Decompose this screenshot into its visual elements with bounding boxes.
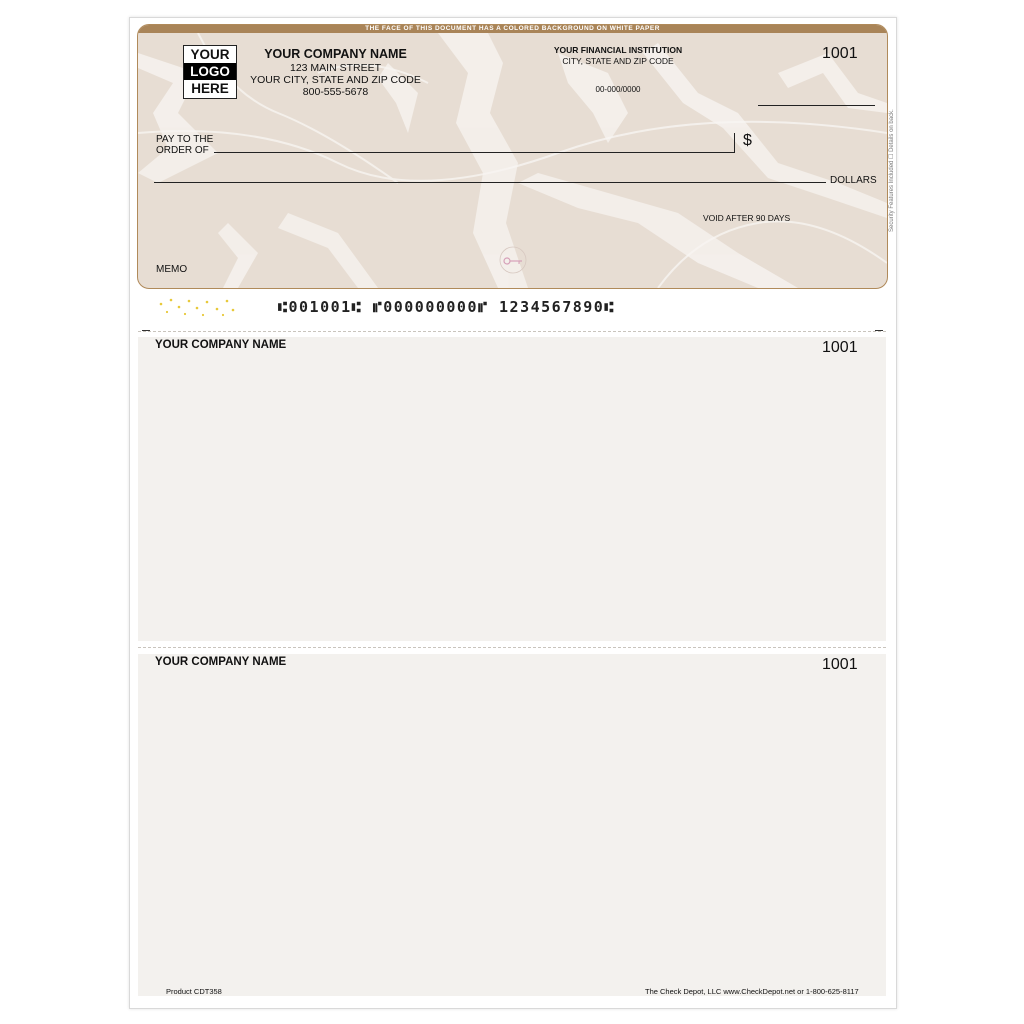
company-logo bbox=[183, 45, 237, 99]
company-street: 123 MAIN STREET bbox=[289, 62, 382, 74]
stub-lower bbox=[138, 654, 886, 996]
check-number: 1001 bbox=[822, 45, 858, 62]
payee-line[interactable] bbox=[214, 152, 734, 153]
amount-words-line[interactable] bbox=[154, 182, 826, 183]
stub-check-number: 1001 bbox=[822, 656, 858, 673]
stub-company-name: YOUR COMPANY NAME bbox=[155, 656, 287, 668]
document-banner: THE FACE OF THIS DOCUMENT HAS A COLORED BACKGROUND ON WHITE PAPER bbox=[138, 25, 887, 33]
void-note: VOID AFTER 90 DAYS bbox=[703, 213, 791, 223]
dollar-sign: $ bbox=[743, 132, 752, 149]
vendor-info: The Check Depot, LLC www.CheckDepot.net or 1-800-625-8117 bbox=[645, 987, 859, 996]
bank-city: CITY, STATE AND ZIP CODE bbox=[562, 56, 674, 66]
perforation bbox=[138, 331, 886, 332]
company-phone: 800-555-5678 bbox=[302, 86, 369, 98]
security-lock-icon bbox=[494, 245, 532, 275]
product-code: Product CDT358 bbox=[166, 987, 222, 996]
pay-to-label: PAY TO THE bbox=[156, 134, 214, 145]
company-name: YOUR COMPANY NAME bbox=[264, 47, 407, 61]
company-city: YOUR CITY, STATE AND ZIP CODE bbox=[250, 74, 421, 86]
routing-fraction: 00-000/0000 bbox=[595, 85, 641, 94]
hologram-stars bbox=[157, 296, 237, 318]
stub-upper bbox=[138, 337, 886, 641]
micr-line: ⑆001001⑆ ⑈000000000⑈ 1234567890⑆ bbox=[278, 298, 615, 316]
stub-check-number: 1001 bbox=[822, 339, 858, 356]
date-line[interactable] bbox=[758, 105, 875, 106]
bank-name: YOUR FINANCIAL INSTITUTION bbox=[553, 45, 683, 55]
memo-label: MEMO bbox=[156, 264, 188, 275]
perforation bbox=[138, 647, 886, 648]
logo-line: YOUR bbox=[190, 47, 230, 62]
order-of-label: ORDER OF bbox=[156, 145, 209, 156]
security-features-note: Security Features Included ☐ Details on back. bbox=[889, 109, 895, 232]
dollars-label: DOLLARS bbox=[830, 175, 877, 186]
stub-company-name: YOUR COMPANY NAME bbox=[155, 339, 287, 351]
payee-line-end bbox=[734, 133, 735, 153]
logo-line: LOGO bbox=[184, 63, 236, 80]
logo-line: HERE bbox=[191, 81, 229, 96]
